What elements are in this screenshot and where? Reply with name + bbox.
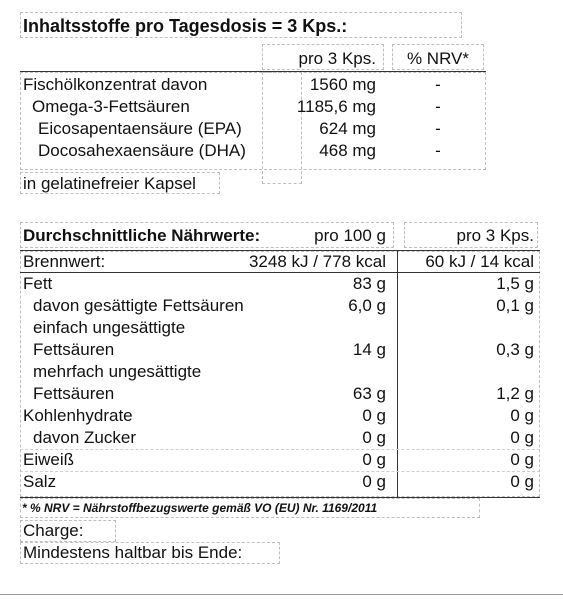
nutrition-row-name: Fettsäuren [33,340,115,359]
nutrition-row-per3: 0 g [510,472,534,491]
nutrition-row-name: Kohlenhydrate [23,406,133,425]
daily-dose-col-amount: pro 3 Kps. [298,49,376,68]
nutrition-row-per100: 83 g [352,274,386,293]
capsule-note: in gelatinefreier Kapsel [23,174,196,193]
nutrition-row-per100: 0 g [362,406,386,425]
page-bottom-rule [0,594,563,595]
nutrition-row-name: Eiweiß [23,450,75,469]
dose-row-nrv: - [435,75,441,94]
dose-row-amount: 624 mg [319,119,376,138]
nutrition-row-per100: 3248 kJ / 778 kcal [248,252,386,271]
nutrition-column-divider [397,251,398,497]
nutrition-row-per3: 1,5 g [496,274,534,293]
dose-row-name: Omega-3-Fettsäuren [32,97,190,116]
nutrition-title: Durchschnittliche Nährwerte: [23,226,261,245]
nutrition-row-per100: 0 g [362,450,386,469]
best-before-label: Mindestens haltbar bis Ende: [23,543,243,562]
nutrition-row-name: Salz [23,472,57,491]
nutrition-row-per100: 6,0 g [348,296,386,315]
dose-row-amount: 1185,6 mg [296,97,376,116]
nutrition-row-name: Fettsäuren [33,384,115,403]
nutrition-row-per3: 0 g [510,450,534,469]
nutrition-row-per100: 14 g [352,340,386,359]
nutrition-row-name: Fett [23,274,53,293]
nutrition-row-name: davon Zucker [33,428,136,447]
nutrition-row-per3: 0 g [510,428,534,447]
nutrition-row-rule [20,272,540,273]
dose-row-name: Eicosapentaensäure (EPA) [38,119,242,138]
nutrition-row-name: davon gesättigte Fettsäuren [33,296,244,315]
nutrition-row-per3: 0,3 g [496,340,534,359]
nutrition-row-name: mehrfach ungesättigte [33,362,202,381]
dose-row-name: Docosahexaensäure (DHA) [38,141,246,160]
nutrition-row-per3: 60 kJ / 14 kcal [425,252,534,271]
nutrition-row-per100: 0 g [362,472,386,491]
nutrition-row-per3: 0,1 g [496,296,534,315]
nutrition-row-name: einfach ungesättigte [33,318,186,337]
dose-row-name: Fischölkonzentrat davon [23,75,208,94]
nrv-footnote: * % NRV = Nährstoffbezugswerte gemäß VO (EU) Nr. 1169/2011 [22,501,378,515]
nutrition-row-per3: 1,2 g [496,384,534,403]
nutrition-row-per3: 0 g [510,406,534,425]
dose-row-amount: 1560 mg [309,75,376,94]
nutrition-row-per100: 63 g [352,384,386,403]
daily-dose-title: Inhaltsstoffe pro Tagesdosis = 3 Kps.: [23,16,348,36]
nutrition-col-3kps: pro 3 Kps. [456,226,534,245]
charge-label: Charge: [23,521,84,540]
dose-row-nrv: - [435,119,441,138]
nutrition-row-per100: 0 g [362,428,386,447]
dose-row-nrv: - [435,141,441,160]
daily-dose-col-nrv: % NRV* [406,49,470,68]
dose-row-nrv: - [435,97,441,116]
dose-row-amount: 468 mg [319,141,376,160]
nutrition-row-name: Brennwert: [23,252,106,271]
nutrition-col-100g: pro 100 g [314,226,386,245]
